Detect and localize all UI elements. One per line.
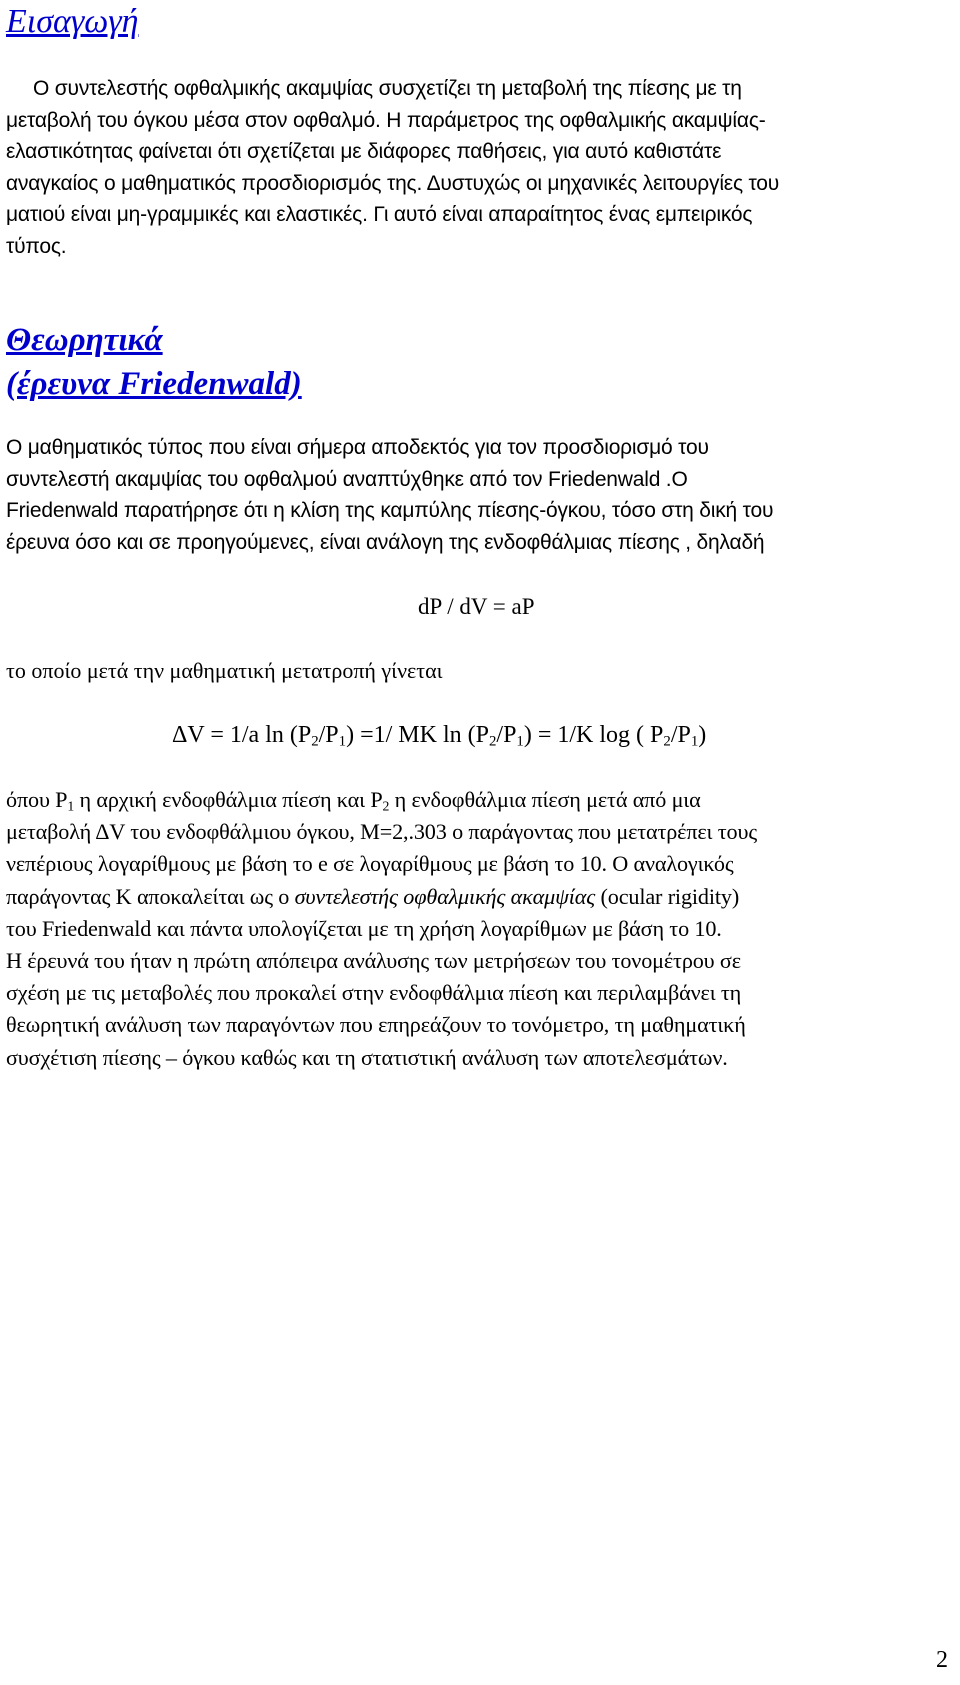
formula-part: ) = 1/K log ( P: [523, 722, 664, 748]
formula-derivative: dP / dV = aP: [418, 594, 535, 619]
explanation-line: μεταβολή ΔV του ενδοφθάλμιου όγκου, M=2,.303 ο παράγοντας που μετατρέπει τους: [6, 819, 757, 845]
intro-line: μεταβολή του όγκου μέσα στον οφθαλμό. Η παράμετρος της οφθαλμικής ακαμψίας-: [6, 108, 766, 132]
formula-part: /P: [496, 722, 517, 748]
intro-heading: Εισαγωγή: [6, 3, 139, 40]
theory-paragraph: [6, 432, 958, 558]
explanation-line: [6, 881, 958, 913]
explanation-line: σχέση με τις μεταβολές που προκαλεί στην ενδοφθάλμια πίεση και περιλαμβάνει τη: [6, 980, 742, 1006]
subscript: 2: [311, 733, 319, 750]
subscript: 2: [488, 733, 497, 750]
transition-sentence: το οποίο μετά την μαθηματική μετατροπή γίνεται: [6, 658, 443, 683]
subscript: 1: [338, 733, 347, 750]
intro-line: αναγκαίος ο μαθηματικός προσδιορισμός της. Δυστυχώς οι μηχανικές λειτουργίες του: [6, 171, 780, 195]
theory-heading-line-2: (έρευνα Friedenwald): [6, 366, 302, 402]
formula-volume-change: [172, 720, 706, 750]
explanation-line: Η έρευνά του ήταν η πρώτη απόπειρα ανάλυσης των μετρήσεων του τονομέτρου σε: [6, 948, 741, 974]
theory-line: έρευνα όσο και σε προηγούμενες, είναι ανάλογη της ενδοφθάλμιας πίεσης , δηλαδή: [6, 530, 765, 554]
text-segment: η ενδοφθάλμια πίεση μετά από μια: [389, 787, 701, 812]
explanation-paragraph: [6, 784, 958, 1074]
intro-line: τύπος.: [6, 234, 67, 258]
subscript: 2: [382, 798, 390, 814]
explanation-line: νεπέριους λογαρίθμους με βάση το e σε λογαρίθμους με βάση το 10. Ο αναλογικός: [6, 851, 734, 877]
text-segment: όπου P: [6, 787, 68, 812]
intro-line: Ο συντελεστής οφθαλμικής ακαμψίας συσχετίζει τη μεταβολή της πίεσης με τη: [33, 77, 742, 100]
page-number: 2: [936, 1647, 948, 1673]
theory-line: Friedenwald παρατήρησε ότι η κλίση της καμπύλης πίεσης-όγκου, τόσο στη δική του: [6, 499, 774, 522]
intro-line: ελαστικότητας φαίνεται ότι σχετίζεται με διάφορες παθήσεις, για αυτό καθιστάτε: [6, 140, 722, 163]
text-segment: παράγοντας Κ αποκαλείται ως ο: [6, 883, 295, 909]
theory-heading-line-1: Θεωρητικά: [6, 322, 163, 358]
explanation-line: συσχέτιση πίεσης – όγκου καθώς και τη στατιστική ανάλυση των αποτελεσμάτων.: [6, 1044, 728, 1070]
theory-heading: [6, 318, 302, 406]
intro-line: ματιού είναι μη-γραμμικές και ελαστικές. Γι αυτό είναι απαραίτητος ένας εμπειρικός: [6, 203, 753, 226]
subscript: 1: [516, 733, 524, 750]
formula-part: /P: [670, 722, 691, 748]
formula-part: /P: [318, 722, 339, 748]
text-segment: (ocular rigidity): [595, 883, 740, 909]
text-segment: η αρχική ενδοφθάλμια πίεση και P: [74, 787, 383, 812]
subscript: 2: [663, 733, 671, 750]
explanation-line: θεωρητική ανάλυση των παραγόντων που επηρεάζουν το τονόμετρο, τη μαθηματική: [6, 1012, 746, 1038]
theory-line: Ο μαθηματικός τύπος που είναι σήμερα αποδεκτός για τον προσδιορισμό του: [6, 436, 709, 459]
italic-term: συντελεστής οφθαλμικής ακαμψίας: [294, 883, 596, 909]
formula-part: ΔV = 1/a ln (P: [172, 722, 312, 748]
intro-paragraph: [6, 73, 958, 262]
formula-part: ): [698, 722, 707, 748]
formula-part: ) =1/ MK ln (P: [346, 722, 489, 748]
subscript: 1: [690, 733, 699, 750]
theory-line: συντελεστή ακαμψίας του οφθαλμού αναπτύχθηκε από τον Friedenwald .O: [6, 467, 688, 491]
subscript: 1: [67, 798, 75, 814]
explanation-line: του Friedenwald και πάντα υπολογίζεται με τη χρήση λογαρίθμων με βάση το 10.: [6, 915, 722, 941]
explanation-line: [6, 784, 958, 816]
